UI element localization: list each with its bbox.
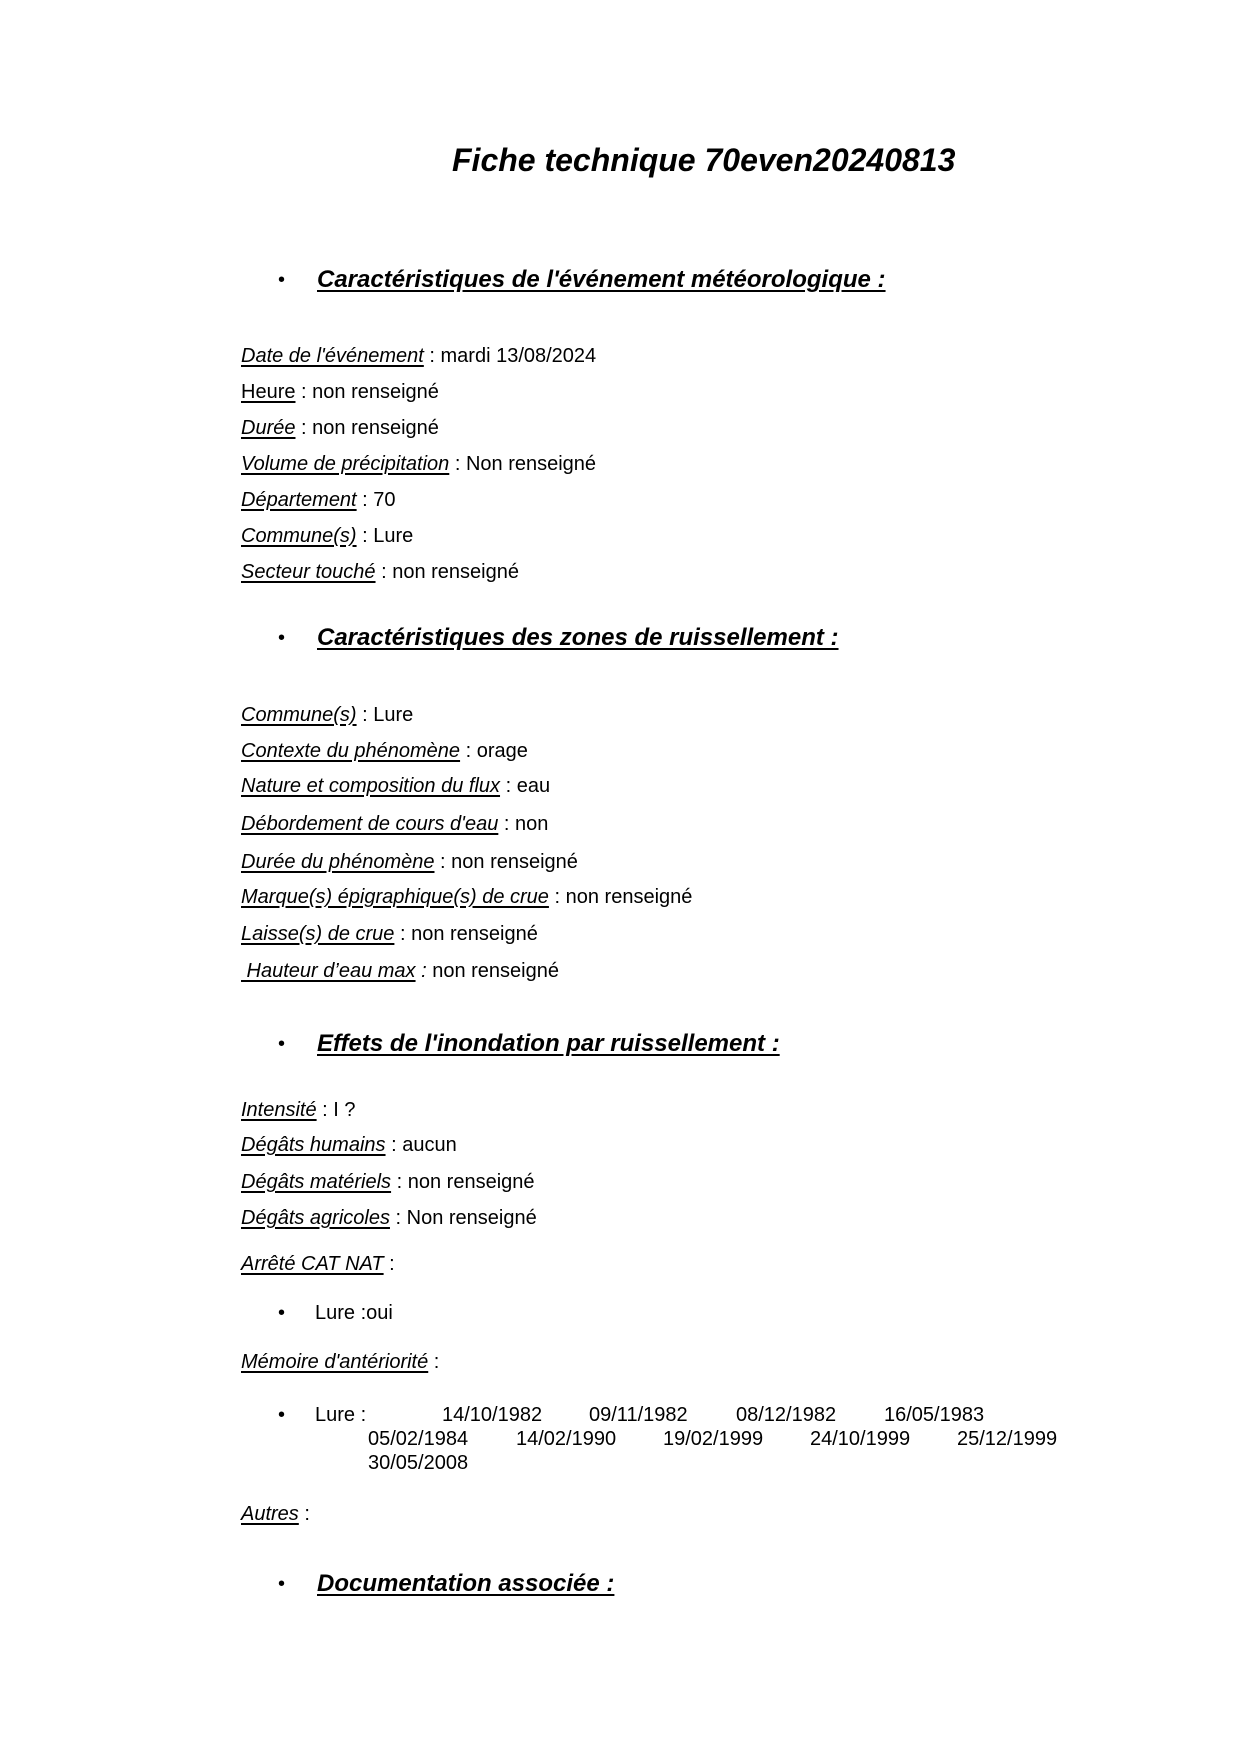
field-separator: : [415, 960, 433, 982]
field-separator: : [385, 1134, 403, 1156]
field-separator: : [394, 923, 412, 945]
field-label: Secteur touché [241, 561, 376, 583]
field-value: non renseigné [565, 886, 693, 908]
memoire-date: 14/10/1982 [442, 1404, 543, 1426]
field-separator: : [295, 381, 313, 403]
field-label: Département [241, 489, 357, 511]
field-label: Dégâts humains [241, 1134, 386, 1156]
field-separator: : [428, 1351, 440, 1373]
field-hauteur-eau [241, 959, 559, 983]
bullet-icon: • [278, 1404, 286, 1426]
field-label: Intensité [241, 1099, 317, 1121]
field-degats-materiels [241, 1170, 535, 1194]
bullet-icon: • [278, 269, 286, 291]
memoire-date: 05/02/1984 [368, 1428, 469, 1450]
field-value: non renseigné [312, 417, 439, 439]
field-memoire-anteriorite [241, 1350, 439, 1374]
field-separator: : [389, 1207, 407, 1229]
field-separator: : [383, 1253, 395, 1275]
field-date [241, 344, 596, 368]
field-heure [241, 380, 439, 404]
field-separator: : [500, 775, 517, 797]
memoire-date: 19/02/1999 [663, 1428, 764, 1450]
field-label: Dégâts matériels [241, 1171, 392, 1193]
field-label: Contexte du phénomène [241, 740, 461, 762]
field-label: Commune(s) [241, 525, 357, 547]
bullet-icon: • [278, 627, 286, 649]
bullet-icon: • [278, 1302, 286, 1324]
field-secteur-touche [241, 560, 519, 584]
field-debordement [241, 812, 548, 836]
field-intensite [241, 1098, 356, 1122]
memoire-commune: Lure : [315, 1404, 367, 1426]
field-label: Volume de précipitation [241, 453, 450, 475]
field-label: Autres [241, 1503, 299, 1525]
field-value: non renseigné [432, 960, 559, 982]
field-label: Débordement de cours d'eau [241, 813, 499, 835]
field-label: Laisse(s) de crue [241, 923, 395, 945]
field-value: non [515, 813, 549, 835]
field-label: Commune(s) [241, 704, 357, 726]
field-separator: : [295, 417, 313, 439]
field-separator: : [423, 345, 441, 367]
field-value: non renseigné [411, 923, 538, 945]
field-degats-agricoles [241, 1206, 537, 1230]
field-label: Arrêté CAT NAT [241, 1253, 384, 1275]
field-separator: : [356, 489, 374, 511]
field-label: Dégâts agricoles [241, 1207, 390, 1229]
field-autres [241, 1502, 310, 1526]
field-communes-zone [241, 703, 413, 727]
field-value: non renseigné [312, 381, 439, 403]
field-marques-epigraphiques [241, 885, 692, 909]
field-separator: : [316, 1099, 334, 1121]
field-volume-precipitation [241, 452, 596, 476]
field-label: Durée [241, 417, 296, 439]
field-value: eau [516, 775, 551, 797]
field-value: mardi 13/08/2024 [440, 345, 597, 367]
catnat-item-text: Lure :oui [315, 1302, 393, 1324]
memoire-date: 08/12/1982 [736, 1404, 837, 1426]
field-value: Lure [373, 704, 414, 726]
field-value: non renseigné [407, 1171, 535, 1193]
section-heading-text: Caractéristiques de l'événement météorologique : [317, 266, 886, 293]
field-label: Heure [241, 381, 296, 403]
field-nature-flux [241, 774, 550, 798]
section-heading-text: Effets de l'inondation par ruissellement : [317, 1030, 780, 1057]
field-degats-humains [241, 1133, 457, 1157]
field-separator: : [460, 740, 477, 762]
memoire-date: 14/02/1990 [516, 1428, 617, 1450]
field-communes [241, 524, 413, 548]
field-label: Hauteur d’eau max [241, 960, 416, 982]
field-duree-phenomene [241, 850, 578, 874]
field-arrete-catnat [241, 1252, 395, 1276]
field-separator: : [298, 1503, 310, 1525]
field-separator: : [356, 525, 374, 547]
field-value: non renseigné [392, 561, 519, 583]
memoire-date: 24/10/1999 [810, 1428, 911, 1450]
section-heading-text: Documentation associée : [317, 1570, 615, 1597]
bullet-icon: • [278, 1033, 286, 1055]
field-value: I ? [333, 1099, 356, 1121]
field-separator: : [391, 1171, 408, 1193]
memoire-date: 09/11/1982 [589, 1404, 688, 1426]
field-label: Marque(s) épigraphique(s) de crue [241, 886, 549, 908]
field-separator: : [434, 851, 452, 873]
field-separator: : [498, 813, 515, 835]
field-value: Lure [373, 525, 414, 547]
bullet-icon: • [278, 1573, 286, 1595]
field-contexte [241, 739, 528, 763]
field-duree [241, 416, 439, 440]
field-value: Non renseigné [406, 1207, 537, 1229]
field-value: non renseigné [451, 851, 578, 873]
field-value: Non renseigné [465, 453, 597, 475]
field-separator: : [449, 453, 466, 475]
field-value: orage [476, 740, 528, 762]
field-label: Nature et composition du flux [241, 775, 501, 797]
section-heading-text: Caractéristiques des zones de ruissellement : [317, 624, 839, 651]
field-separator: : [356, 704, 374, 726]
field-value: aucun [402, 1134, 457, 1156]
memoire-date: 25/12/1999 [957, 1428, 1058, 1450]
field-separator: : [375, 561, 393, 583]
field-separator: : [548, 886, 566, 908]
field-label: Date de l'événement [241, 345, 424, 367]
memoire-date: 16/05/1983 [884, 1404, 985, 1426]
field-departement [241, 488, 396, 512]
field-label: Durée du phénomène [241, 851, 435, 873]
field-laisses-crue [241, 922, 538, 946]
memoire-date: 30/05/2008 [368, 1452, 469, 1474]
page-title: Fiche technique 70even20240813 [452, 142, 956, 178]
field-label: Mémoire d'antériorité [241, 1351, 429, 1373]
field-value: 70 [373, 489, 396, 511]
